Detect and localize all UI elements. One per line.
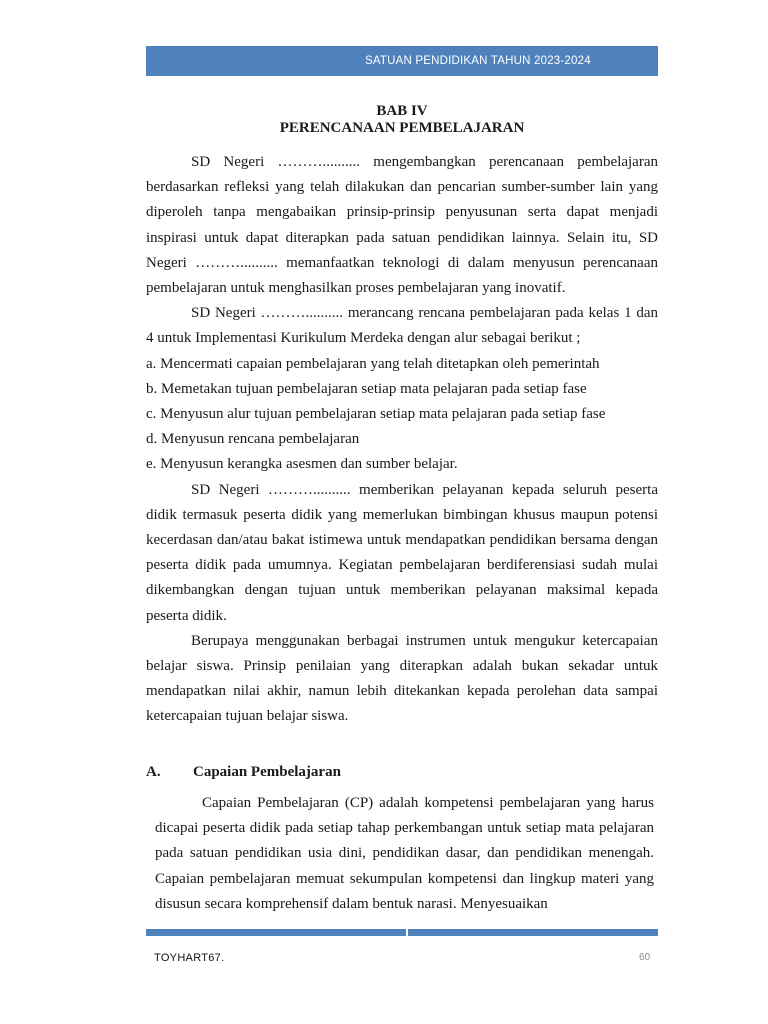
footer-author: TOYHART67. xyxy=(154,952,225,964)
chapter-title xyxy=(146,103,658,137)
footer-divider-right xyxy=(408,929,658,936)
paragraph: SD Negeri ……….......... memberikan pelayanan kepada seluruh peserta didik termasuk peserta didik yang memerlukan bimbingan khusus maupun potensi kecerdasan dan/atau bakat istimewa untuk mendapatkan pendidikan bersama dengan peserta didik pada umumnya. Kegiatan pembelajaran berdiferensiasi sudah mulai dikembangkan dengan tujuan untuk memberikan pelayanan maksimal kepada peserta didik. xyxy=(146,481,658,624)
section-number: A. xyxy=(146,764,161,780)
paragraph: SD Negeri ……….......... merancang rencana pembelajaran pada kelas 1 dan 4 untuk Implementasi Kurikulum Merdeka dengan alur sebagai berikut ; xyxy=(146,305,658,347)
section-heading xyxy=(146,762,341,782)
list-item: b. Memetakan tujuan pembelajaran setiap mata pelajaran pada setiap fase xyxy=(146,380,587,397)
paragraph: Berupaya menggunakan berbagai instrumen untuk mengukur ketercapaian belajar siswa. Prinsip penilaian yang diterapkan adalah bukan sekadar untuk mendapatkan nilai akhir, namun lebih ditekankan kepada perolehan data sampai ketercapaian tujuan belajar siswa. xyxy=(146,632,658,725)
section-paragraph: Capaian Pembelajaran (CP) adalah kompetensi pembelajaran yang harus dicapai peserta didik pada setiap tahap perkembangan untuk setiap mata pelajaran pada satuan pendidikan usia dini, pendidikan dasar, dan pendidikan menengah. Capaian pembelajaran memuat sekumpulan kompetensi dan lingkup materi yang disusun secara komprehensif dalam bentuk narasi. Menyesuaikan xyxy=(155,795,654,912)
body-text xyxy=(146,150,658,730)
list-item: c. Menyusun alur tujuan pembelajaran setiap mata pelajaran pada setiap fase xyxy=(146,406,606,423)
list-item: e. Menyusun kerangka asesmen dan sumber belajar. xyxy=(146,456,458,473)
section-body xyxy=(155,791,654,917)
page-header-bar xyxy=(146,46,658,76)
chapter-number: BAB IV xyxy=(376,103,428,119)
page-number: 60 xyxy=(639,952,651,963)
section-title: Capaian Pembelajaran xyxy=(193,764,341,780)
list-item: a. Mencermati capaian pembelajaran yang telah ditetapkan oleh pemerintah xyxy=(146,355,600,372)
paragraph: SD Negeri ……….......... mengembangkan perencanaan pembelajaran berdasarkan refleksi yang telah dilakukan dan pencarian sumber-sumber lain yang diperoleh tanpa mengabaikan prinsip-prinsip penyusunan serta dapat menjadi inspirasi untuk dapat diterapkan pada satuan pendidikan lainnya. Selain itu, SD Negeri ……….......... memanfaatkan teknologi di dalam menyusun perencanaan pembelajaran untuk menghasilkan proses pembelajaran yang inovatif. xyxy=(146,154,658,297)
footer-divider-left xyxy=(146,929,406,936)
list-item: d. Menyusun rencana pembelajaran xyxy=(146,431,360,448)
header-text: SATUAN PENDIDIKAN TAHUN 2023-2024 xyxy=(365,55,591,67)
chapter-name: PERENCANAAN PEMBELAJARAN xyxy=(279,120,525,136)
